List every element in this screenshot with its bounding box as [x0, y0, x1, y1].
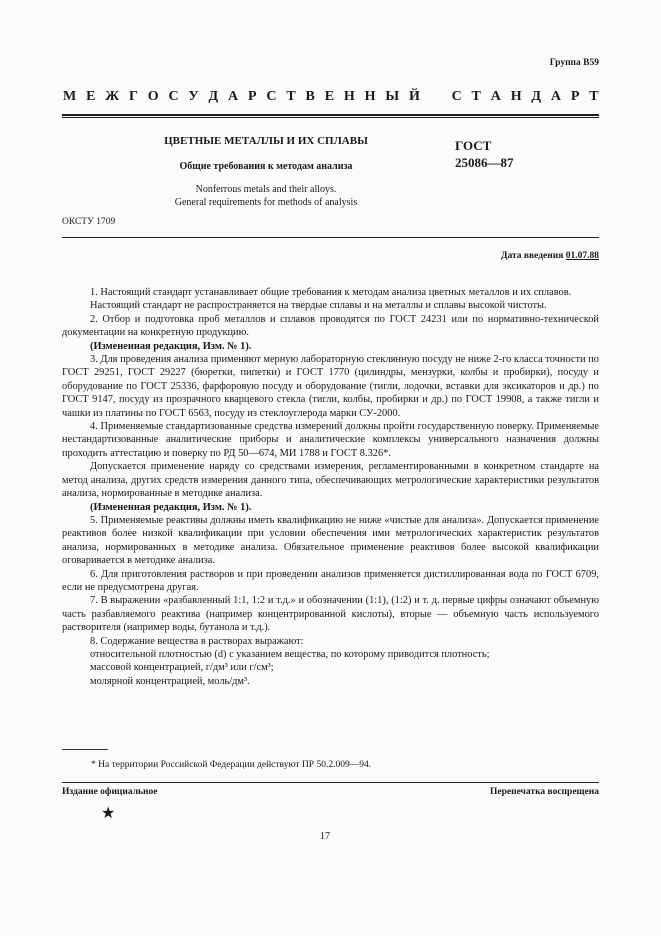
banner-letter: Н [343, 89, 355, 104]
banner-letter: Е [324, 89, 335, 104]
banner-letter: С [451, 89, 462, 104]
english-title-line-2: General requirements for methods of analysis [174, 197, 358, 208]
banner-letter: О [147, 89, 159, 104]
star-icon: ★ [101, 805, 116, 822]
english-title [110, 183, 422, 209]
footnote-separator [62, 749, 108, 750]
body-paragraph: Допускается применение наряду со средствами измерения, регламентированными в конкретном стандарте на метод анализа, других средств измерения данного типа, обеспечивающих метрологические характеристики результатов анализа, нормированные в методике анализа. [62, 461, 599, 500]
body-paragraph: 6. Для приготовления растворов и при проведении анализов применяется дистиллированная вода по ГОСТ 6709, если не предусмотрена другая. [62, 568, 599, 593]
page-number: 17 [320, 831, 330, 842]
effective-date [501, 251, 599, 261]
body-paragraph: 2. Отбор и подготовка проб металлов и сплавов проводятся по ГОСТ 24231 или по нормативно-технической документации на конкретную продукцию. [62, 313, 599, 339]
banner-letter: Н [364, 89, 376, 104]
body-paragraph: 8. Содержание вещества в растворах выражают: [90, 635, 304, 647]
official-edition-label: Издание официальное [62, 787, 158, 797]
okstu-rule [62, 237, 599, 238]
reprint-prohibited-label: Перепечатка воспрещена [489, 787, 599, 797]
effective-date-label: Дата введения [500, 251, 564, 261]
footnote: * На территории Российской Федерации действуют ПР 50.2.009—94. [91, 760, 372, 770]
banner-letter: Ж [105, 89, 120, 104]
effective-date-value: 01.07.88 [565, 251, 599, 261]
document-title: ЦВЕТНЫЕ МЕТАЛЛЫ И ИХ СПЛАВЫ [164, 135, 368, 147]
body-paragraph: 5. Применяемые реактивы должны иметь квалификацию не ниже «чистые для анализа». Допускается применение реактивов более низкой квалификации при условии обеспечения ими метрологических характеристик результатов анализа, нормированных в методике анализа. Обязательное применение реактивов более высокой квалификации оговаривается в методике анализа. [62, 514, 599, 567]
header-rule-top [62, 114, 599, 116]
banner-gap [430, 89, 442, 105]
banner-letter: Т [286, 89, 296, 104]
english-title-line-1: Nonferrous metals and their alloys. [195, 184, 337, 195]
banner-letter: С [266, 89, 277, 104]
standard-banner [63, 89, 599, 105]
banner-letter: А [228, 89, 239, 104]
banner-letter: Р [570, 89, 580, 104]
document-body [62, 286, 599, 688]
banner-letter: Г [128, 89, 138, 104]
banner-letter: В [305, 89, 315, 104]
banner-letter: Е [86, 89, 96, 104]
body-paragraph: Настоящий стандарт не распространяется на твердые сплавы и на металлы и сплавы высокой чистоты. [90, 300, 547, 312]
body-paragraph: 4. Применяемые стандартизованные средства измерений должны пройти государственную поверку. Применяемые нестандартизованные аналитические приборы и аналитические комплексы универсального назначения должны проходить аттестацию и поверку по РД 50—674, МИ 1788 и ГОСТ 8.326*. [62, 421, 599, 459]
banner-letter: Д [531, 89, 542, 104]
gost-designation [455, 137, 514, 171]
banner-letter: Ы [385, 89, 400, 104]
banner-letter: У [188, 89, 199, 104]
footer-rule [62, 782, 599, 783]
banner-letter: Д [208, 89, 219, 104]
banner-letter: А [550, 89, 562, 104]
banner-letter: Р [247, 89, 257, 104]
body-paragraph: 7. В выражении «разбавленный 1:1, 1:2 и т.д.» и обозначении (1:1), (1:2) и т. д. первые цифры означают объемную часть разбавляемого реактива (например концентрированной кислоты), вторые — объемную часть используемого растворителя (например воды, бутанола и т.д.). [62, 595, 599, 634]
okstu-code: ОКСТУ 1709 [62, 217, 116, 227]
body-paragraph: молярной концентрацией, моль/дм³. [90, 675, 250, 687]
body-paragraph: относительной плотностью (d) с указанием вещества, по которому приводится плотность; [90, 648, 490, 660]
gost-label: ГОСТ [455, 138, 492, 153]
banner-letter: Т [471, 89, 481, 104]
group-code: Группа В59 [549, 58, 599, 68]
body-paragraph: массовой концентрацией, г/дм³ или г/см³; [90, 662, 274, 674]
banner-letter: А [490, 89, 501, 104]
banner-letter: Й [408, 89, 420, 104]
banner-letter: Н [510, 89, 522, 104]
body-paragraph: 1. Настоящий стандарт устанавливает общие требования к методам анализа цветных металлов и их сплавов. [90, 287, 572, 298]
banner-letter: Т [589, 89, 599, 104]
gost-number: 25086—87 [455, 155, 514, 170]
banner-letter: М [63, 89, 77, 104]
body-paragraph: 3. Для проведения анализа применяют мерную лабораторную стеклянную посуду не ниже 2-го класса точности по ГОСТ 29251, ГОСТ 29227 (бюретки, пипетки) и ГОСТ 1770 (цилиндры, мензурки, колбы и пробирки), посуду и оборудование по ГОСТ 25336, фарфоровую посуду и оборудование (тигли, лодочки, вставки для эксикаторов и др.) по ГОСТ 9147, посуду из прозрачного кварцевого стекла (тигли, колбы, пробирки и др.) по ГОСТ 19908, а также тигли и чашки из платины по ГОСТ 6563, посуду из стеклоуглерода марки СУ-2000. [62, 354, 599, 419]
amendment-note: (Измененная редакция, Изм. № 1). [90, 340, 252, 352]
header-rule-bottom [62, 117, 599, 118]
amendment-note: (Измененная редакция, Изм. № 1). [90, 501, 252, 513]
document-subtitle: Общие требования к методам анализа [179, 161, 353, 172]
banner-letter: С [168, 89, 179, 104]
